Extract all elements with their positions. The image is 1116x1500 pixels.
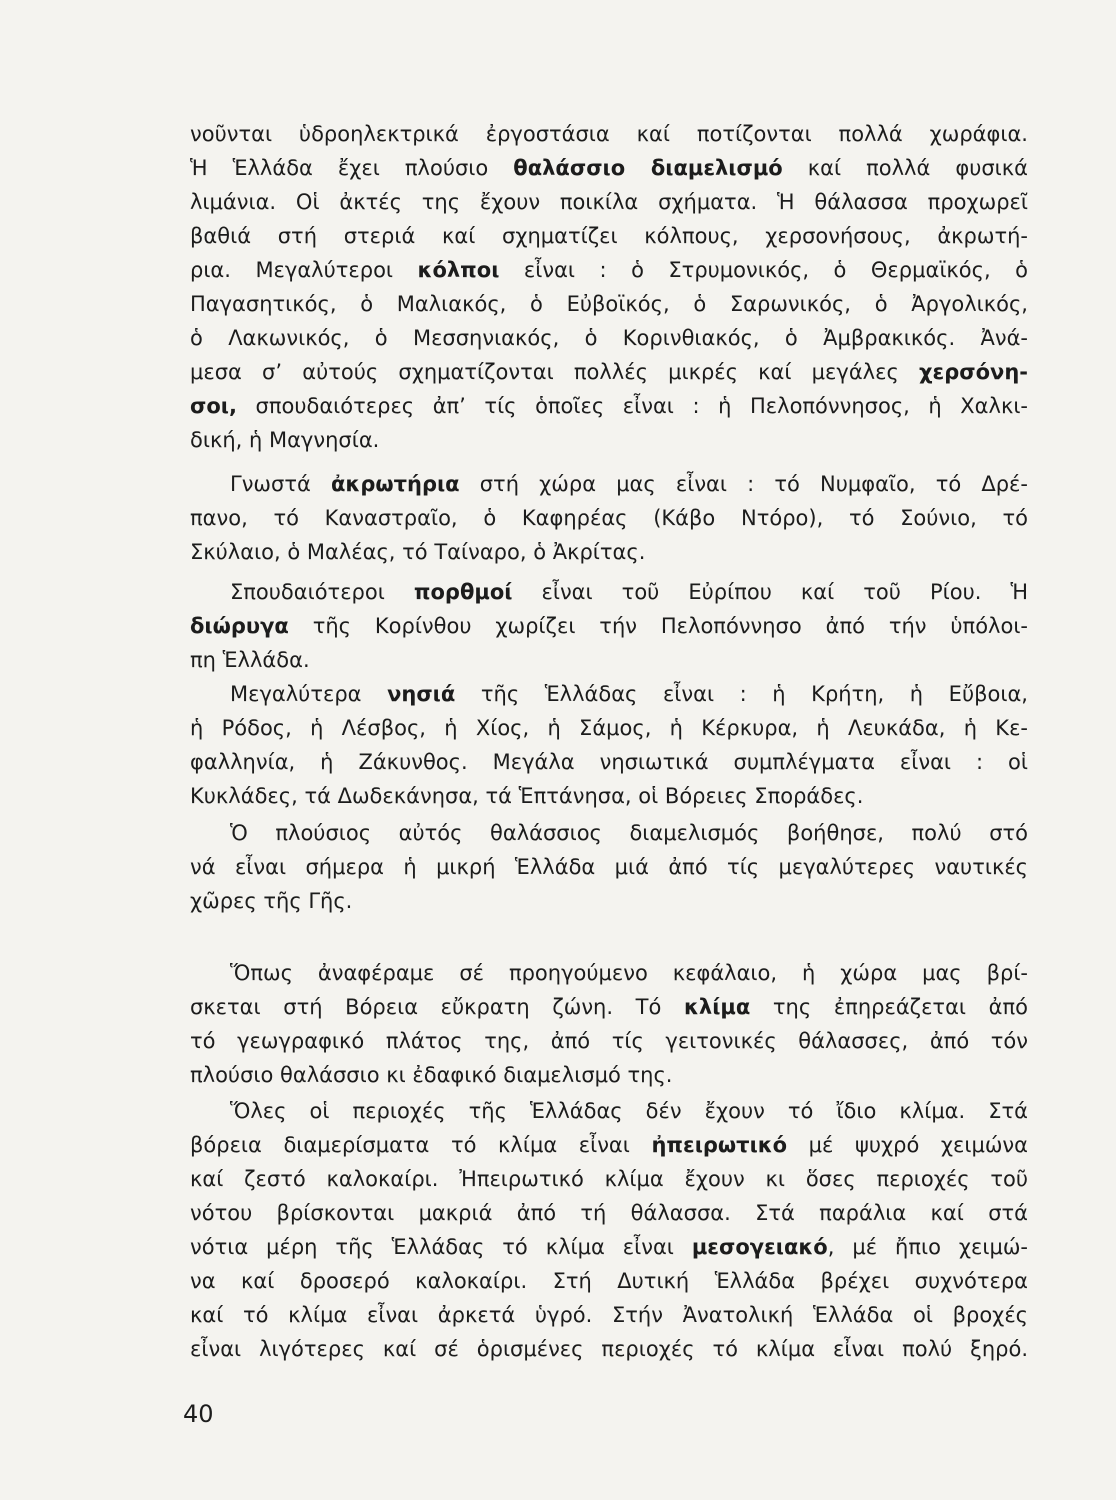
text-line: νότια μέρη τῆς Ἑλλάδας τό κλίμα εἶναι μεσογειακό, μέ ἤπιο χειμώ- <box>190 1235 1028 1259</box>
text-line: ρια. Μεγαλύτεροι κόλποι εἶναι : ὁ Στρυμονικός, ὁ Θερμαϊκός, ὁ <box>190 258 1028 282</box>
text-line: δική, ἡ Μαγνησία. <box>190 428 380 452</box>
text-line: τό γεωγραφικό πλάτος της, ἀπό τίς γειτονικές θάλασσες, ἀπό τόν <box>190 1029 1028 1053</box>
text-line: να καί δροσερό καλοκαίρι. Στή Δυτική Ἑλλάδα βρέχει συχνότερα <box>190 1269 1028 1293</box>
bold-term: κόλποι <box>417 258 500 282</box>
text-line: χῶρες τῆς Γῆς. <box>190 889 353 913</box>
text-line: λιμάνια. Οἱ ἀκτές της ἔχουν ποικίλα σχήματα. Ἡ θάλασσα προχωρεῖ <box>190 190 1028 214</box>
text-line: ὁ Λακωνικός, ὁ Μεσσηνιακός, ὁ Κορινθιακός, ὁ Ἀμβρακικός. Ἀνά- <box>190 326 1028 350</box>
text-line: Παγασητικός, ὁ Μαλιακός, ὁ Εὐβοϊκός, ὁ Σαρωνικός, ὁ Ἀργολικός, <box>190 292 1028 316</box>
bold-term: χερσόνη- <box>918 360 1028 384</box>
text-line: ἡ Ρόδος, ἡ Λέσβος, ἡ Χίος, ἡ Σάμος, ἡ Κέρκυρα, ἡ Λευκάδα, ἡ Κε- <box>190 716 1028 740</box>
text-line: φαλληνία, ἡ Ζάκυνθος. Μεγάλα νησιωτικά συμπλέγματα εἶναι : οἱ <box>190 750 1028 774</box>
bold-term: ἠπειρωτικό <box>651 1133 788 1157</box>
text-line: Μεγαλύτερα νησιά τῆς Ἑλλάδας εἶναι : ἡ Κρήτη, ἡ Εὔβοια, <box>230 682 1028 706</box>
text-line: καί τό κλίμα εἶναι ἀρκετά ὑγρό. Στήν Ἀνατολική Ἑλλάδα οἱ βροχές <box>190 1303 1028 1327</box>
text-line: νοῦνται ὑδροηλεκτρικά ἐργοστάσια καί ποτίζονται πολλά χωράφια. <box>190 122 1028 146</box>
text-line: Ὅλες οἱ περιοχές τῆς Ἑλλάδας δέν ἔχουν τό ἴδιο κλίμα. Στά <box>230 1099 1028 1123</box>
text-line: Ὁ πλούσιος αὐτός θαλάσσιος διαμελισμός βοήθησε, πολύ στό <box>230 821 1028 845</box>
text-line: διώρυγα τῆς Κορίνθου χωρίζει τήν Πελοπόννησο ἀπό τήν ὑπόλοι- <box>190 614 1028 638</box>
text-line: Ὅπως ἀναφέραμε σέ προηγούμενο κεφάλαιο, ἡ χώρα μας βρί- <box>230 961 1028 985</box>
text-line: πανο, τό Καναστραῖο, ὁ Καφηρέας (Κάβο Ντόρο), τό Σούνιο, τό <box>190 506 1028 530</box>
text-line: Σπουδαιότεροι πορθμοί εἶναι τοῦ Εὐρίπου καί τοῦ Ρίου. Ἡ <box>230 580 1028 604</box>
text-line: βαθιά στή στεριά καί σχηματίζει κόλπους, χερσονήσους, ἀκρωτή- <box>190 224 1028 248</box>
text-line: βόρεια διαμερίσματα τό κλίμα εἶναι ἠπειρωτικό μέ ψυχρό χειμώνα <box>190 1133 1028 1157</box>
bold-term: μεσογειακό <box>691 1235 828 1259</box>
bold-term: νησιά <box>387 682 456 706</box>
bold-term: κλίμα <box>684 995 751 1019</box>
text-line: Ἡ Ἑλλάδα ἔχει πλούσιο θαλάσσιο διαμελισμό καί πολλά φυσικά <box>190 156 1028 180</box>
text-line: πη Ἑλλάδα. <box>190 648 310 672</box>
page-number: 40 <box>183 1400 214 1428</box>
text-line: νότου βρίσκονται μακριά ἀπό τή θάλασσα. Στά παράλια καί στά <box>190 1201 1028 1225</box>
bold-term: ἀκρωτήρια <box>330 472 460 496</box>
text-line: καί ζεστό καλοκαίρι. Ἠπειρωτικό κλίμα ἔχουν κι ὅσες περιοχές τοῦ <box>190 1167 1028 1191</box>
text-line: μεσα σ’ αὐτούς σχηματίζονται πολλές μικρές καί μεγάλες χερσόνη- <box>190 360 1028 384</box>
text-line: εἶναι λιγότερες καί σέ ὁρισμένες περιοχές τό κλίμα εἶναι πολύ ξηρό. <box>190 1337 1028 1361</box>
bold-term: σοι, <box>190 394 237 418</box>
bold-term: θαλάσσιο διαμελισμό <box>513 156 783 180</box>
text-line: Σκύλαιο, ὁ Μαλέας, τό Ταίναρο, ὁ Ἀκρίτας. <box>190 540 646 564</box>
text-line: πλούσιο θαλάσσιο κι ἐδαφικό διαμελισμό της. <box>190 1063 673 1087</box>
bold-term: διώρυγα <box>190 614 289 638</box>
bold-term: πορθμοί <box>413 580 513 604</box>
text-line: Γνωστά ἀκρωτήρια στή χώρα μας εἶναι : τό Νυμφαῖο, τό Δρέ- <box>230 472 1028 496</box>
text-line: Κυκλάδες, τά Δωδεκάνησα, τά Ἑπτάνησα, οἱ Βόρειες Σποράδες. <box>190 784 864 808</box>
text-line: νά εἶναι σήμερα ἡ μικρή Ἑλλάδα μιά ἀπό τίς μεγαλύτερες ναυτικές <box>190 855 1028 879</box>
text-line: σοι, σπουδαιότερες ἀπ’ τίς ὁποῖες εἶναι : ἡ Πελοπόννησος, ἡ Χαλκι- <box>190 394 1028 418</box>
text-line: σκεται στή Βόρεια εὔκρατη ζώνη. Τό κλίμα της ἐπηρεάζεται ἀπό <box>190 995 1028 1019</box>
